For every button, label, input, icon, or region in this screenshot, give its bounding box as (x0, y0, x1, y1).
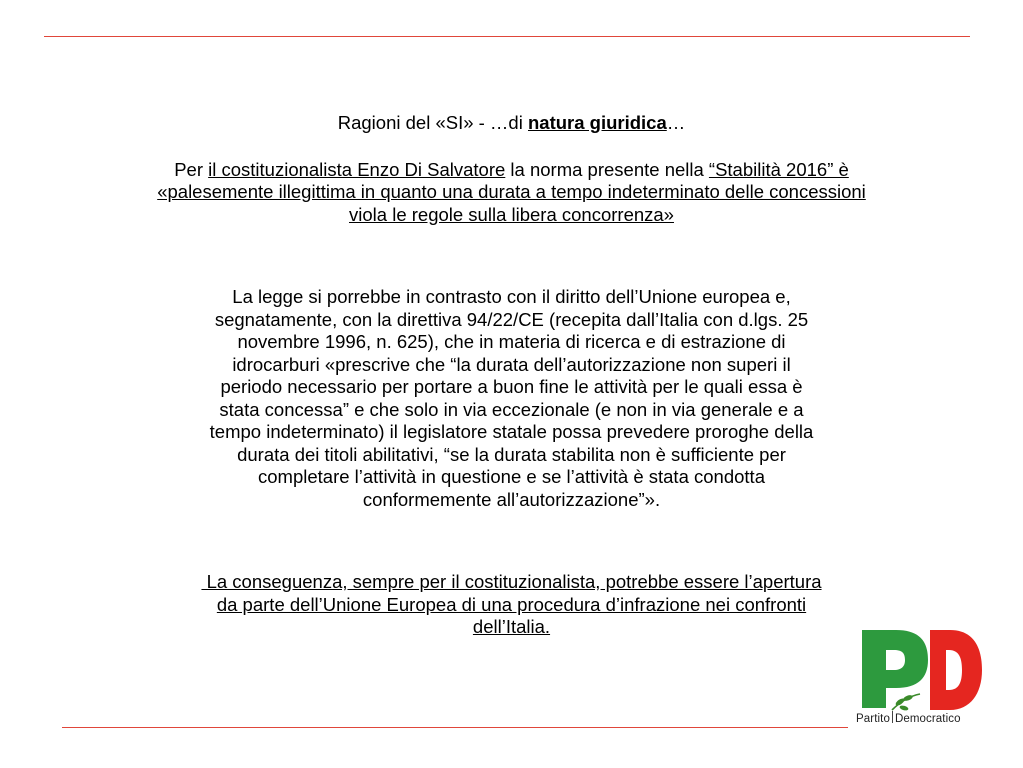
p2-line: novembre 1996, n. 625), che in materia di ricerca e di estrazione di (237, 331, 786, 352)
p2-line: segnatamente, con la direttiva 94/22/CE (recepita dall’Italia con d.lgs. 25 (214, 308, 809, 330)
p1-underlined-quote: “Stabilità 2016” è «palesemente illegittima in quanto una durata a tempo indeterminato delle concessioni viola le regole sulla libera concorrenza» (157, 158, 866, 225)
p1-prefix: Per (174, 158, 209, 180)
p2-line: stata concessa” e che solo in via eccezionale (e non in via generale e a (219, 398, 804, 420)
title-prefix: Ragioni del «SI» - …di (337, 112, 528, 133)
p1-underlined-author: il costituzionalista Enzo Di Salvatore (208, 158, 506, 180)
title-highlight: natura giuridica (527, 112, 667, 133)
slide-content (150, 112, 873, 639)
p2-line: periodo necessario per portare a buon fine le attività per le quali essa è (220, 376, 803, 397)
bottom-divider (62, 727, 848, 728)
p2-line: conformemente all’autorizzazione”». (362, 488, 661, 510)
p2-line: idrocarburi «prescrive che “la durata dell’autorizzazione non superi il (232, 353, 791, 375)
logo-separator (892, 711, 893, 723)
p2-line: tempo indeterminato) il legislatore statale possa prevedere proroghe della (209, 421, 814, 442)
p2-line: durata dei titoli abilitativi, “se la durata stabilita non è sufficiente per (237, 443, 786, 465)
p1-middle: la norma presente nella (505, 158, 709, 180)
logo-word-democratico: Democratico (894, 713, 961, 725)
slide-title (150, 112, 873, 135)
p2-line: completare l’attività in questione e se l’attività è stata condotta (258, 466, 765, 487)
title-suffix: … (666, 112, 686, 133)
paragraph-eu-law (150, 286, 873, 511)
top-divider (44, 36, 970, 37)
logo-word-partito: Partito (856, 713, 890, 725)
paragraph-consequence (150, 571, 873, 639)
paragraph-salvatore (150, 159, 873, 227)
p3-line: dell’Italia. (472, 616, 551, 637)
p2-line: La legge si porrebbe in contrasto con il diritto dell’Unione europea e, (232, 286, 791, 307)
p3-line: da parte dell’Unione Europea di una procedura d’infrazione nei confronti (216, 593, 807, 615)
p3-line: La conseguenza, sempre per il costituzionalista, potrebbe essere l’apertura (201, 571, 822, 592)
logo-caption (856, 711, 984, 725)
